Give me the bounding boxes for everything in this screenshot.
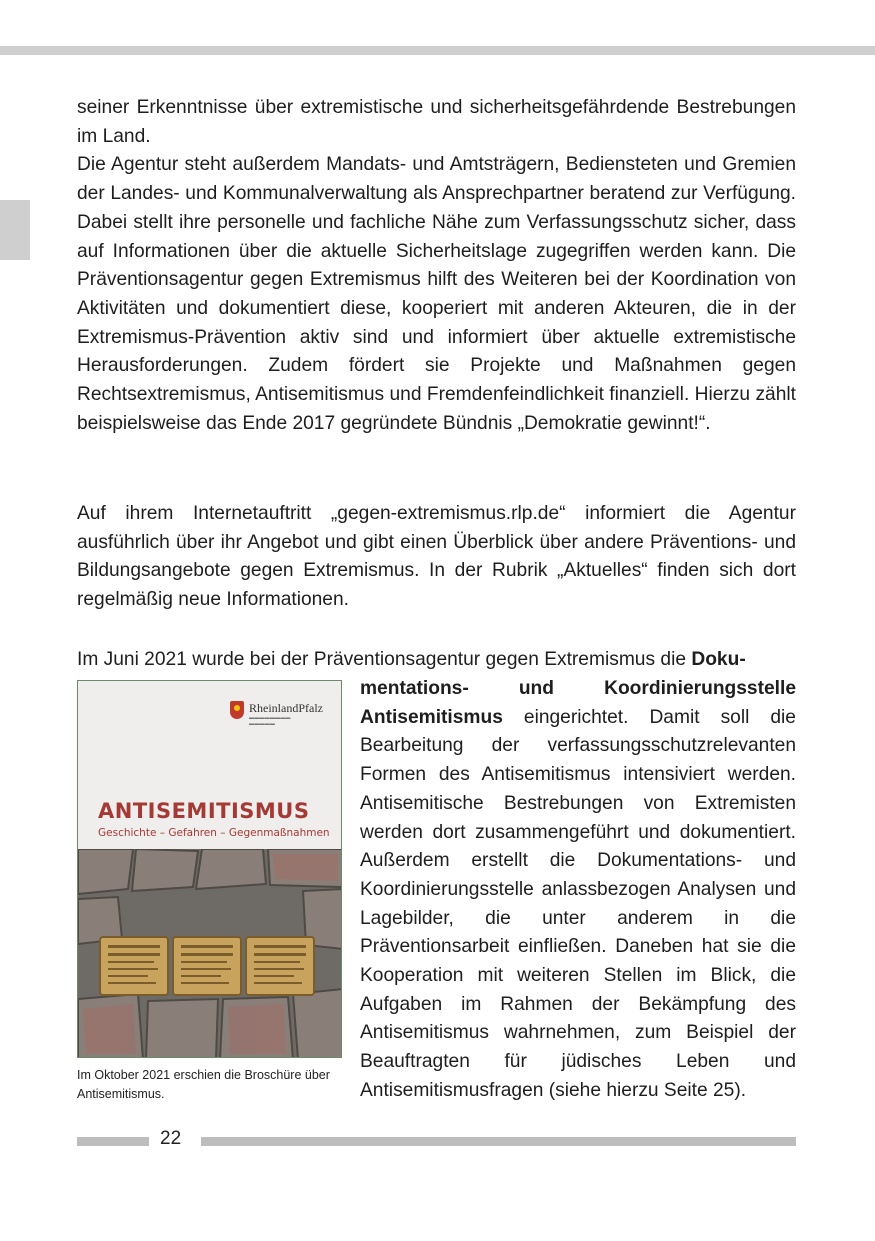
text-block-3-lead: [77, 646, 796, 675]
image-caption: Im Oktober 2021 erschien die Broschüre über Antisemitismus.: [77, 1068, 330, 1101]
brochure-cover-image: [77, 680, 342, 1058]
text-block-3-column: [360, 675, 796, 1106]
rlp-logo: [230, 701, 323, 727]
text-block-2: [77, 500, 796, 615]
cover-title: ANTISEMITISMUS: [98, 799, 310, 823]
crest-icon: [230, 701, 244, 719]
paragraph-website: Auf ihrem Internetauftritt „gegen-extremismus.rlp.de“ informiert die Agentur ausführlich über ihr Angebot und gibt einen Überblick über andere Präventions- und Bildungsangebote gegen Extremismus. In der Rubrik „Aktuelles“ finden sich dort regelmäßig neue Informationen.: [77, 503, 796, 611]
text-block-1: [77, 94, 796, 438]
bold-term-start: Doku-: [691, 649, 746, 670]
stolpersteine-photo: [78, 849, 342, 1058]
footer-rule-right: [201, 1137, 796, 1146]
footer-rule-left: [77, 1137, 149, 1146]
cover-subtitle: Geschichte – Gefahren – Gegenmaßnahmen: [98, 827, 330, 839]
top-rule: [0, 46, 875, 55]
logo-text: RheinlandPfalz: [249, 701, 323, 715]
paragraph-rest: eingerichtet. Damit soll die Bearbeitung der verfassungsschutzrelevanten Formen des Antisemitismus intensiviert werden. Antisemitische Bestrebungen von Extremisten werden dort zusammengeführt und dokumentiert. Außerdem erstellt die Dokumentations- und Koordinierungsstelle anlassbezogen Analysen und Lagebilder, die unter anderem in die Präventionsarbeit einfließen. Daneben hat sie die Kooperation mit weiteren Stellen im Blick, die Aufgaben im Rahmen der Bekämpfung des Antisemitismus wahrnehmen, zum Beispiel der Beauftragten für jüdisches Leben und Antisemitismusfragen (siehe hierzu Seite 25).: [360, 706, 796, 1101]
page-number: 22: [160, 1128, 182, 1149]
logo-subtext: ▬▬▬▬▬▬▬▬ ▬▬▬▬▬: [249, 715, 291, 727]
paragraph-agency-role: Die Agentur steht außerdem Mandats- und Amtsträgern, Bediensteten und Gremien der Landes- und Kommunalverwaltung als Ansprechpartner beratend zur Verfügung. Dabei stellt ihre personelle und fachliche Nähe zum Verfassungsschutz sicher, dass auf Informationen über die aktuelle Sicherheitslage zugegriffen werden kann. Die Präventionsagentur gegen Extremismus hilft des Weiteren bei der Koordination von Aktivitäten und dokumentiert diese, kooperiert mit anderen Akteuren, die in der Extremismus-Prävention aktiv sind und informiert über aktuelle extremistische Herausforderungen. Zudem fördert sie Projekte und Maßnahmen gegen Rechtsextremismus, Antisemitismus und Fremdenfeindlichkeit finanziell. Hierzu zählt beispielsweise das Ende 2017 gegründete Bündnis „Demokratie gewinnt!“.: [77, 154, 796, 434]
paragraph-continuation: seiner Erkenntnisse über extremistische und sicherheitsgefährdende Bestrebungen im Land.: [77, 97, 796, 147]
bold-term-rest: mentations- und Koordinierungsstelle Antisemitismus: [360, 678, 796, 728]
side-tab-marker: [0, 200, 30, 260]
paragraph-lead: Im Juni 2021 wurde bei der Präventionsagentur gegen Extremismus die: [77, 649, 687, 670]
